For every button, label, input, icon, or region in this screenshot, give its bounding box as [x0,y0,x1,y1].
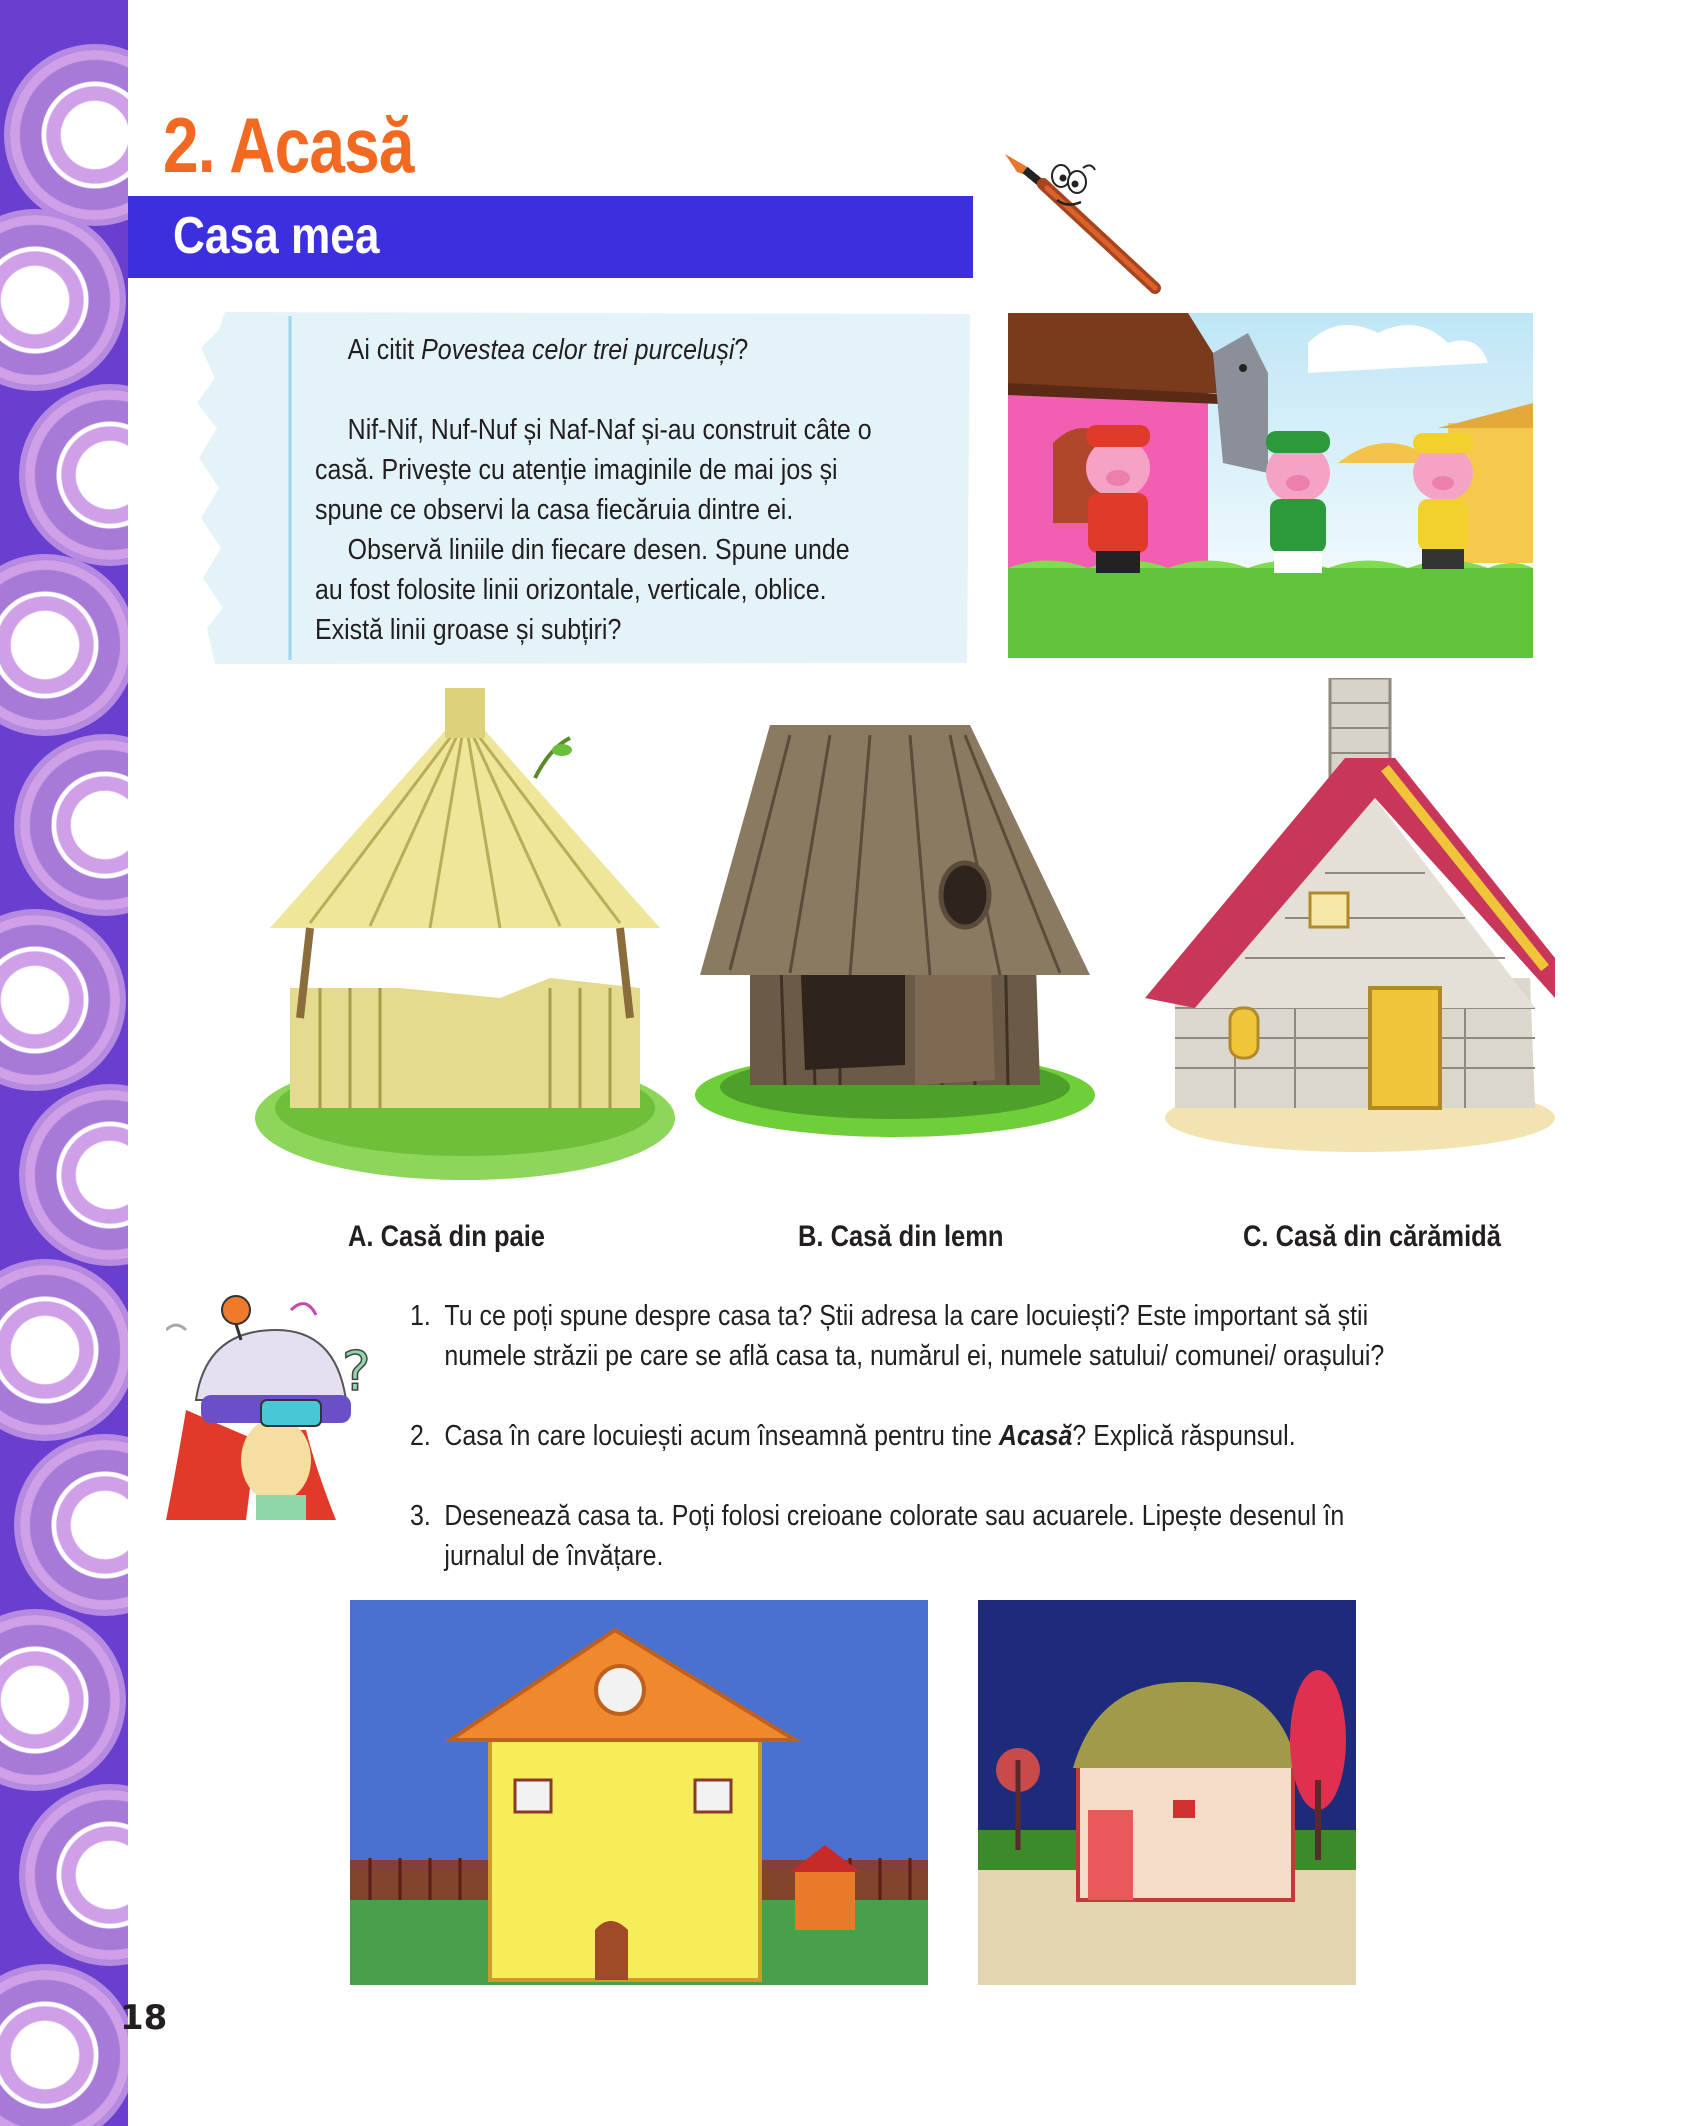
decorative-ring [0,915,120,1085]
question-item: 2. Casa în care locuiești acum înseamnă pentru tine Acasă? Explică răspunsul. [410,1420,1296,1452]
section-title: Casa mea [173,207,380,265]
emphasis-acasa: Acasă [998,1420,1073,1452]
paintbrush-mascot-icon [995,148,1185,298]
straw-house-illustration [250,688,680,1183]
question-mark-icon: ? [342,1340,371,1403]
decorative-ring [20,740,128,910]
caption-straw-house: A. Casă din paie [348,1220,545,1253]
decorative-ring [0,560,128,730]
decorative-ring [0,1970,128,2126]
decorative-ring [25,390,128,560]
thinking-character-illustration [166,1290,381,1520]
question-text: Desenează casa ta. Poți folosi creioane colorate sau acuarele. Lipește desenul în jurnalul de învățare. [444,1500,1345,1572]
question-text: Tu ce poți spune despre casa ta? Știi adresa la care locuiești? Este important să știi numele străzii pe care se află casa ta, numărul ei, numele satului/ comunei/ orașului? [444,1300,1385,1372]
intro-text [315,330,883,650]
caption-wood-house: B. Casă din lemn [798,1220,1004,1253]
decorative-ring [0,1615,120,1785]
intro-paragraph-lines: Observă liniile din fiecare desen. Spune unde au fost folosite linii orizontale, verticale, oblice. Există linii groase și subțiri? [315,534,850,646]
decorative-ring [0,215,120,385]
caption-brick-house: C. Casă din cărămidă [1243,1220,1501,1253]
wooden-house-illustration [690,695,1100,1140]
story-title: Povestea celor trei purceluși [421,334,735,366]
question-list [410,1296,1390,1616]
decorative-ring [20,1440,128,1610]
decorative-ring [10,50,128,220]
intro-paragraph-houses: Nif-Nif, Nuf-Nuf și Naf-Naf și-au construit câte o casă. Privește cu atenție imaginile de mai jos și spune ce observi la casa fiecăruia dintre ei. [315,414,872,526]
decorative-ring [25,1790,128,1960]
question-item: 3. Desenează casa ta. Poți folosi creioane colorate sau acuarele. Lipește desenul în jurnalul de învățare. [410,1500,1345,1572]
brick-house-illustration [1135,678,1555,1158]
child-drawing-painted-house [978,1600,1356,1985]
chapter-title: 2. Acasă [163,101,414,189]
section-header-bar [128,196,973,278]
page-number: 18 [120,1998,168,2038]
three-pigs-wolf-illustration [1008,313,1533,658]
decorative-ring [0,1265,128,1435]
decorative-ring [25,1090,128,1260]
intro-question: Ai citit Povestea celor trei purceluși? [347,334,749,366]
question-item: 1. Tu ce poți spune despre casa ta? Știi adresa la care locuiești? Este important să știi numele străzii pe care se află casa ta, numărul ei, numele satului/ comunei/ orașului? [410,1300,1385,1372]
left-decorative-band [0,0,128,2126]
child-drawing-crayon-house [350,1600,928,1985]
